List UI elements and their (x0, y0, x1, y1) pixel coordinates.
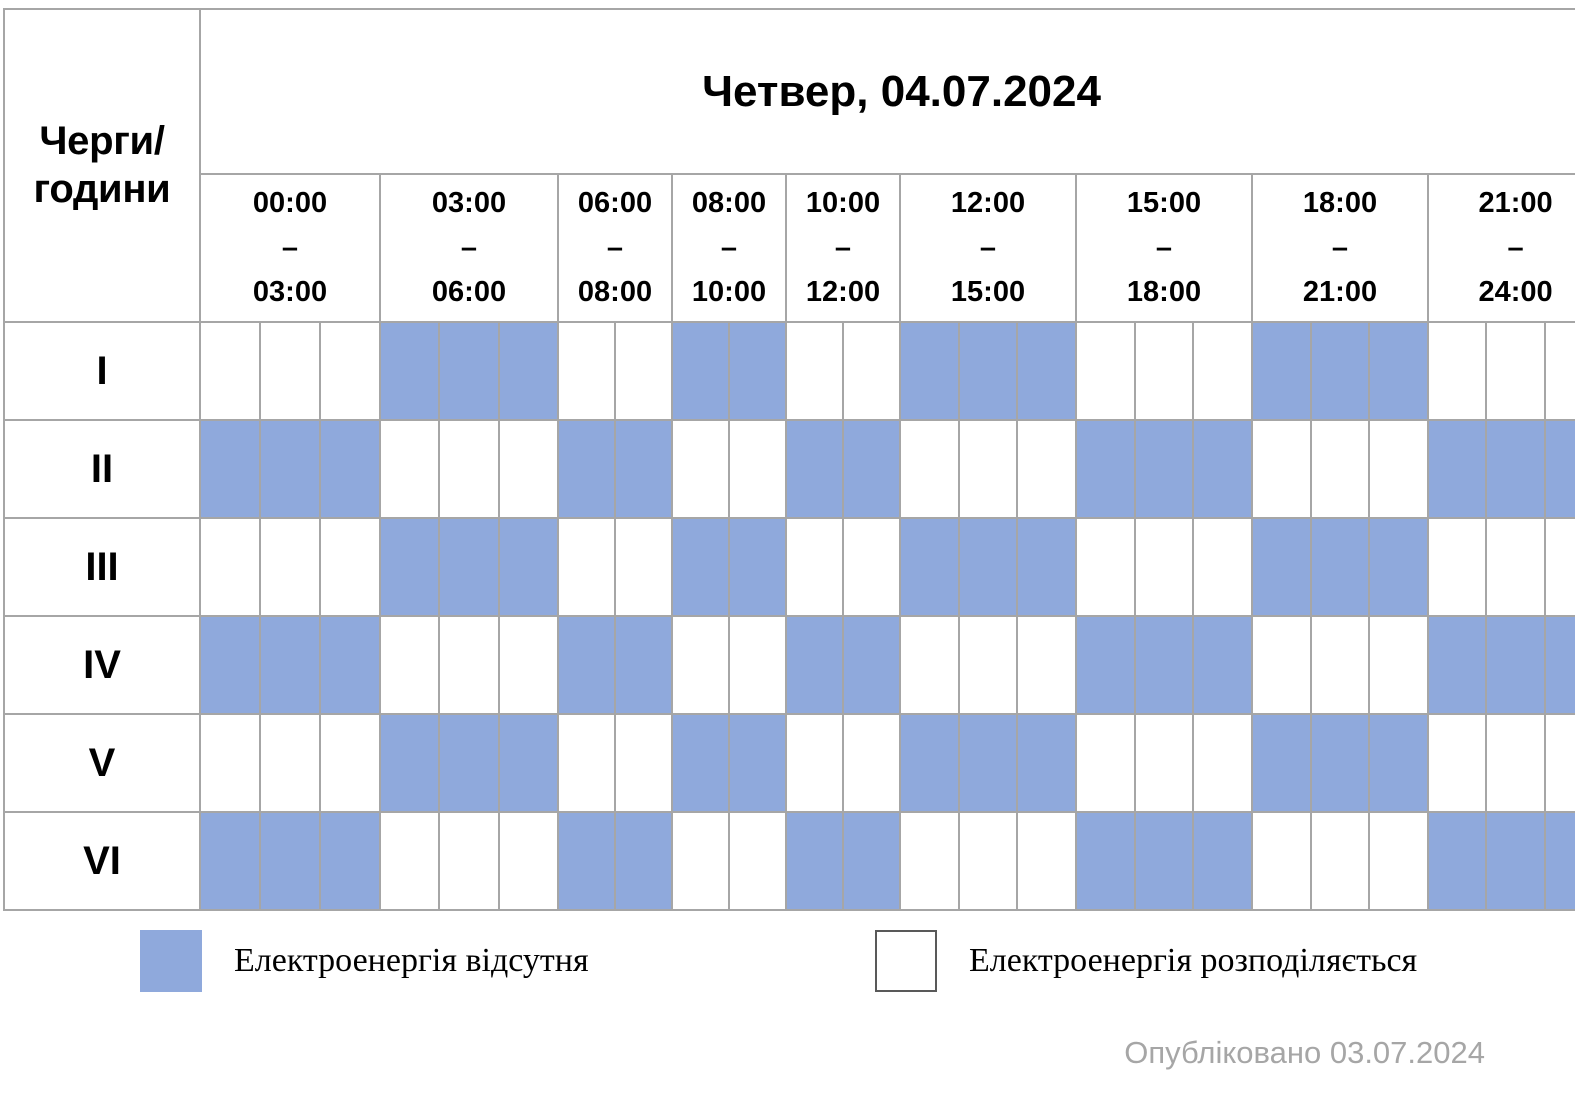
schedule-cell (1252, 616, 1428, 714)
outage-slot (559, 813, 616, 909)
supplied-slot (1136, 715, 1195, 811)
supplied-slot (559, 323, 616, 419)
legend-label-supplied: Електроенергія розподіляється (969, 942, 1418, 979)
outage-slot (440, 715, 499, 811)
supplied-slot (1312, 421, 1371, 517)
outage-slot (1312, 323, 1371, 419)
outage-slot (901, 519, 960, 615)
supplied-slot (1253, 421, 1312, 517)
supplied-slot (730, 813, 785, 909)
outage-schedule-table (3, 8, 1575, 911)
schedule-cell (786, 322, 900, 420)
outage-slot (1194, 421, 1251, 517)
outage-slot (1370, 323, 1427, 419)
time-end: 21:00 (1302, 276, 1378, 309)
time-dash: – (834, 231, 852, 264)
outage-slot (321, 421, 379, 517)
time-dash: – (1507, 231, 1524, 264)
time-column-header-3 (558, 174, 672, 322)
supplied-slot (844, 323, 899, 419)
schedule-cell (1252, 812, 1428, 910)
time-column-header-4 (672, 174, 786, 322)
supplied-slot (1077, 715, 1136, 811)
supplied-slot (616, 519, 671, 615)
time-column-header-8 (1252, 174, 1428, 322)
outage-slot (201, 617, 261, 713)
outage-slot (1194, 813, 1251, 909)
supplied-slot (201, 519, 261, 615)
time-dash: – (720, 231, 738, 264)
schedule-cell (786, 616, 900, 714)
time-start: 06:00 (577, 186, 653, 219)
date-title-cell: Четвер, 04.07.2024 (200, 9, 1575, 174)
legend-item-outage (140, 930, 589, 992)
supplied-slot (1487, 715, 1545, 811)
outage-slot (1487, 813, 1545, 909)
supplied-slot (1018, 813, 1075, 909)
table-row (4, 420, 1575, 518)
outage-slot (673, 715, 730, 811)
outage-slot (1194, 617, 1251, 713)
schedule-cell (380, 812, 558, 910)
time-dash: – (460, 231, 478, 264)
schedule-cell (558, 420, 672, 518)
outage-slot (321, 813, 379, 909)
table-row (4, 714, 1575, 812)
outage-slot (1429, 617, 1487, 713)
supplied-slot (261, 323, 321, 419)
time-end: 12:00 (805, 276, 881, 309)
schedule-cell (200, 616, 380, 714)
outage-slot (559, 421, 616, 517)
legend-swatch-supplied-icon (875, 930, 937, 992)
schedule-cell (1076, 812, 1252, 910)
table-row (4, 518, 1575, 616)
outage-slot (1018, 323, 1075, 419)
supplied-slot (844, 519, 899, 615)
outage-slot (1487, 421, 1545, 517)
outage-slot (1370, 519, 1427, 615)
outage-slot (1312, 715, 1371, 811)
outage-slot (960, 323, 1019, 419)
schedule-cell (672, 616, 786, 714)
time-dash: – (979, 231, 997, 264)
outage-slot (1018, 519, 1075, 615)
time-end: 15:00 (950, 276, 1026, 309)
schedule-cell (380, 714, 558, 812)
supplied-slot (787, 519, 844, 615)
outage-slot (500, 715, 557, 811)
schedule-cell (786, 420, 900, 518)
schedule-cell (380, 518, 558, 616)
outage-slot (730, 323, 785, 419)
schedule-cell (1076, 616, 1252, 714)
outage-slot (960, 519, 1019, 615)
schedule-cell (900, 616, 1076, 714)
outage-slot (1546, 421, 1575, 517)
supplied-slot (201, 323, 261, 419)
supplied-slot (1077, 323, 1136, 419)
time-start: 12:00 (950, 186, 1026, 219)
time-end: 03:00 (252, 276, 328, 309)
schedule-cell (672, 420, 786, 518)
schedule-cell (900, 518, 1076, 616)
outage-slot (730, 519, 785, 615)
outage-slot (1312, 519, 1371, 615)
schedule-cell (558, 322, 672, 420)
supplied-slot (440, 617, 499, 713)
time-end: 18:00 (1126, 276, 1202, 309)
outage-slot (1253, 519, 1312, 615)
schedule-cell (900, 812, 1076, 910)
supplied-slot (960, 813, 1019, 909)
supplied-slot (901, 617, 960, 713)
table-row (4, 322, 1575, 420)
schedule-cell (1076, 420, 1252, 518)
schedule-cell (672, 812, 786, 910)
outage-slot (901, 715, 960, 811)
time-column-header-7 (1076, 174, 1252, 322)
supplied-slot (616, 715, 671, 811)
schedule-cell (1076, 518, 1252, 616)
schedule-cell (200, 812, 380, 910)
published-note: Опубліковано 03.07.2024 (1124, 1035, 1485, 1070)
time-start: 15:00 (1126, 186, 1202, 219)
outage-slot (1136, 421, 1195, 517)
outage-slot (844, 421, 899, 517)
time-start: 10:00 (805, 186, 881, 219)
supplied-slot (381, 421, 440, 517)
outage-slot (960, 715, 1019, 811)
schedule-cell (1076, 714, 1252, 812)
queue-label: I (4, 322, 200, 420)
supplied-slot (1429, 519, 1487, 615)
time-start: 08:00 (691, 186, 767, 219)
schedule-cell (558, 518, 672, 616)
outage-slot (1077, 617, 1136, 713)
supplied-slot (201, 715, 261, 811)
outage-slot (261, 813, 321, 909)
supplied-slot (787, 715, 844, 811)
outage-slot (1018, 715, 1075, 811)
schedule-cell (200, 714, 380, 812)
supplied-slot (559, 715, 616, 811)
time-column-header-1 (200, 174, 380, 322)
supplied-slot (500, 617, 557, 713)
queue-label: V (4, 714, 200, 812)
supplied-slot (673, 421, 730, 517)
outage-slot (673, 323, 730, 419)
outage-slot (559, 617, 616, 713)
schedule-cell (786, 714, 900, 812)
schedule-cell (1252, 420, 1428, 518)
time-end: 10:00 (691, 276, 767, 309)
schedule-cell (558, 714, 672, 812)
table-row (4, 812, 1575, 910)
outage-slot (616, 421, 671, 517)
supplied-slot (1136, 519, 1195, 615)
supplied-slot (1194, 519, 1251, 615)
legend-item-supplied (875, 930, 1417, 992)
supplied-slot (1370, 421, 1427, 517)
supplied-slot (673, 617, 730, 713)
outage-slot (1136, 813, 1195, 909)
supplied-slot (500, 421, 557, 517)
time-dash: – (606, 231, 624, 264)
supplied-slot (1312, 813, 1371, 909)
schedule-cell (380, 322, 558, 420)
legend (0, 930, 1575, 1020)
corner-header-cell (4, 9, 200, 322)
supplied-slot (1253, 617, 1312, 713)
time-column-header-9 (1428, 174, 1575, 322)
time-end: 24:00 (1478, 276, 1553, 309)
supplied-slot (321, 519, 379, 615)
outage-slot (787, 813, 844, 909)
supplied-slot (901, 813, 960, 909)
corner-label-line2: години (33, 166, 171, 211)
corner-label-line1: Черги/ (39, 119, 165, 164)
outage-slot (1253, 715, 1312, 811)
outage-slot (1429, 813, 1487, 909)
schedule-cell (672, 518, 786, 616)
outage-slot (1370, 715, 1427, 811)
supplied-slot (321, 323, 379, 419)
schedule-cell (1428, 616, 1575, 714)
supplied-slot (730, 617, 785, 713)
legend-swatch-outage-icon (140, 930, 202, 992)
schedule-cell (200, 322, 380, 420)
supplied-slot (730, 421, 785, 517)
supplied-slot (1253, 813, 1312, 909)
supplied-slot (1546, 715, 1575, 811)
supplied-slot (440, 421, 499, 517)
outage-slot (1546, 617, 1575, 713)
outage-slot (1429, 421, 1487, 517)
outage-slot (381, 715, 440, 811)
supplied-slot (901, 421, 960, 517)
time-start: 21:00 (1478, 186, 1553, 219)
time-end: 08:00 (577, 276, 653, 309)
supplied-slot (1487, 519, 1545, 615)
schedule-cell (1252, 518, 1428, 616)
outage-slot (616, 813, 671, 909)
supplied-slot (1136, 323, 1195, 419)
time-column-header-2 (380, 174, 558, 322)
supplied-slot (1546, 519, 1575, 615)
outage-slot (1077, 813, 1136, 909)
time-dash: – (1155, 231, 1173, 264)
supplied-slot (616, 323, 671, 419)
supplied-slot (1370, 617, 1427, 713)
outage-slot (201, 421, 261, 517)
supplied-slot (440, 813, 499, 909)
supplied-slot (844, 715, 899, 811)
outage-slot (787, 617, 844, 713)
time-column-header-5 (786, 174, 900, 322)
outage-slot (844, 813, 899, 909)
supplied-slot (1018, 617, 1075, 713)
supplied-slot (381, 617, 440, 713)
schedule-cell (1252, 714, 1428, 812)
time-dash: – (1331, 231, 1349, 264)
supplied-slot (1194, 323, 1251, 419)
schedule-cell (558, 616, 672, 714)
supplied-slot (960, 617, 1019, 713)
time-start: 00:00 (252, 186, 328, 219)
table-row (4, 616, 1575, 714)
schedule-cell (900, 420, 1076, 518)
schedule-cell (1428, 518, 1575, 616)
legend-label-outage: Електроенергія відсутня (234, 942, 589, 979)
time-end: 06:00 (431, 276, 507, 309)
supplied-slot (559, 519, 616, 615)
schedule-cell (1428, 322, 1575, 420)
queue-label: IV (4, 616, 200, 714)
supplied-slot (1546, 323, 1575, 419)
supplied-slot (500, 813, 557, 909)
supplied-slot (1487, 323, 1545, 419)
supplied-slot (1077, 519, 1136, 615)
schedule-cell (1428, 714, 1575, 812)
supplied-slot (787, 323, 844, 419)
outage-slot (321, 617, 379, 713)
schedule-cell (1076, 322, 1252, 420)
supplied-slot (960, 421, 1019, 517)
table-header-row-times (4, 174, 1575, 322)
time-start: 18:00 (1302, 186, 1378, 219)
supplied-slot (1429, 715, 1487, 811)
outage-slot (500, 323, 557, 419)
outage-slot (901, 323, 960, 419)
outage-slot (844, 617, 899, 713)
schedule-cell (200, 420, 380, 518)
queue-label: III (4, 518, 200, 616)
supplied-slot (261, 519, 321, 615)
outage-slot (201, 813, 261, 909)
queue-label: VI (4, 812, 200, 910)
supplied-slot (381, 813, 440, 909)
time-start: 03:00 (431, 186, 507, 219)
outage-slot (787, 421, 844, 517)
outage-slot (261, 421, 321, 517)
outage-slot (1253, 323, 1312, 419)
outage-slot (673, 519, 730, 615)
outage-slot (1487, 617, 1545, 713)
schedule-cell (900, 714, 1076, 812)
outage-slot (1546, 813, 1575, 909)
schedule-cell (1428, 420, 1575, 518)
supplied-slot (321, 715, 379, 811)
outage-slot (261, 617, 321, 713)
outage-slot (381, 519, 440, 615)
schedule-cell (900, 322, 1076, 420)
outage-slot (500, 519, 557, 615)
schedule-cell (1252, 322, 1428, 420)
table-header-row-date (4, 9, 1575, 174)
supplied-slot (1429, 323, 1487, 419)
supplied-slot (1194, 715, 1251, 811)
schedule-cell (380, 420, 558, 518)
schedule-cell (786, 812, 900, 910)
time-column-header-6 (900, 174, 1076, 322)
schedule-cell (786, 518, 900, 616)
supplied-slot (673, 813, 730, 909)
supplied-slot (1370, 813, 1427, 909)
outage-slot (440, 323, 499, 419)
supplied-slot (261, 715, 321, 811)
supplied-slot (1018, 421, 1075, 517)
supplied-slot (1312, 617, 1371, 713)
schedule-cell (380, 616, 558, 714)
schedule-cell (200, 518, 380, 616)
schedule-cell (558, 812, 672, 910)
outage-slot (1077, 421, 1136, 517)
outage-slot (1136, 617, 1195, 713)
queue-label: II (4, 420, 200, 518)
schedule-cell (672, 322, 786, 420)
time-dash: – (281, 231, 299, 264)
outage-slot (730, 715, 785, 811)
schedule-cell (1428, 812, 1575, 910)
outage-slot (381, 323, 440, 419)
schedule-cell (672, 714, 786, 812)
outage-slot (440, 519, 499, 615)
outage-slot (616, 617, 671, 713)
